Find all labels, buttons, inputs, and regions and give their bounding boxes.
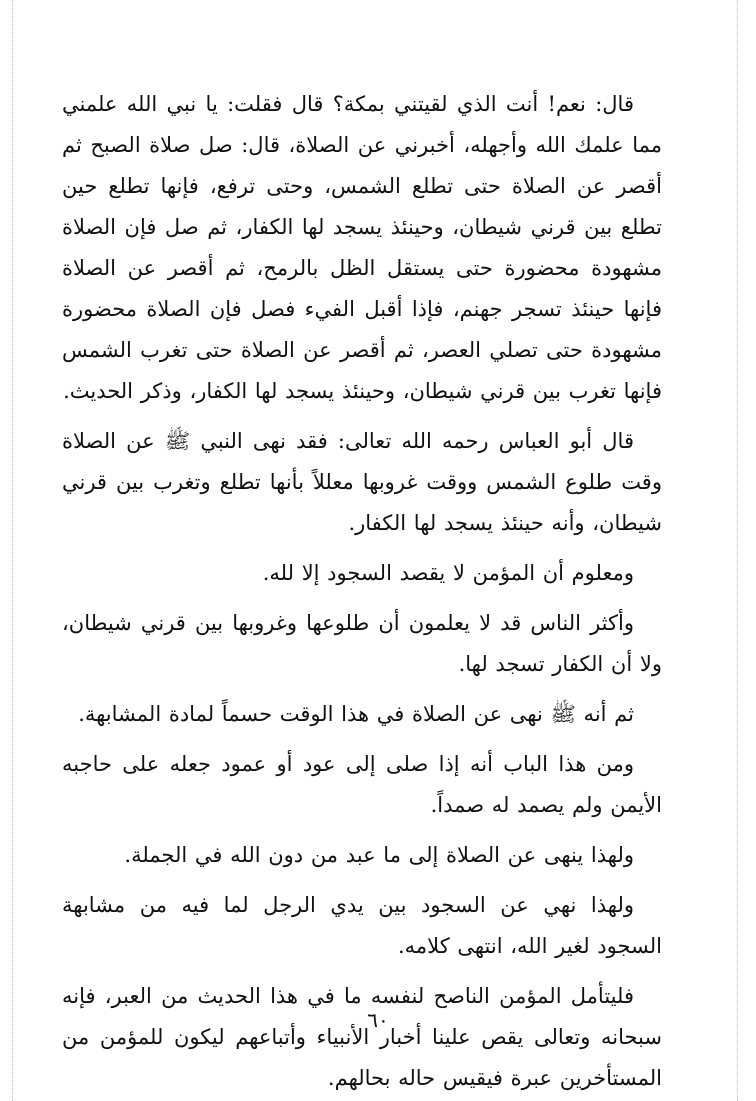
paragraph-reflection: فليتأمل المؤمن الناصح لنفسه ما في هذا الحديث من العبر، فإنه سبحانه وتعالى يقص علينا أخبار الأنبياء وأتباعهم ليكون للمؤمن من المستأخرين عبرة فيقيس حاله بحالهم. <box>62 984 662 1090</box>
right-page-edge <box>737 0 738 1101</box>
left-page-edge <box>12 0 13 1101</box>
paragraph-most-people: وأكثر الناس قد لا يعلمون أن طلوعها وغروبها بين قرني شيطان، ولا أن الكفار تسجد لها. <box>62 611 662 676</box>
paragraph-abu-al-abbas: قال أبو العباس رحمه الله تعالى: فقد نهى النبي ﷺ عن الصلاة وقت طلوع الشمس ووقت غروبها معللاً بأنها تطلع وتغرب بين قرني شيطان، وأنه حينئذ يسجد لها الكفار. <box>62 429 662 535</box>
paragraph-hadith: قال: نعم! أنت الذي لقيتني بمكة؟ قال فقلت: يا نبي الله علمني مما علمك الله وأجهله، أخبرني عن الصلاة، قال: صل صلاة الصبح ثم أقصر عن الصلاة حتى تطلع الشمس، وحتى ترفع، فإنها تطلع حين تطلع بين قرني شيطان، وحينئذ يسجد لها الكفار، ثم صل فإن الصلاة مشهودة محضورة حتى يستقل الظل بالرمح، ثم أقصر عن الصلاة فإنها حينئذ تسجر جهنم، فإذا أقبل الفيء فصل فإن الصلاة محضورة مشهودة حتى تصلي العصر، ثم أقصر عن الصلاة حتى تغرب الشمس فإنها تغرب بين قرني شيطان، وحينئذ يسجد لها الكفار، وذكر الحديث. <box>62 92 662 403</box>
paragraph-worshipped-other: ولهذا ينهى عن الصلاة إلى ما عبد من دون الله في الجملة. <box>124 843 634 867</box>
page-number: ٦٠ <box>367 1008 389 1032</box>
paragraph-sujood-lillah: ومعلوم أن المؤمن لا يقصد السجود إلا لله. <box>262 561 634 585</box>
paragraph-prohibition: ثم أنه ﷺ نهى عن الصلاة في هذا الوقت حسماً لمادة المشابهة. <box>78 702 634 726</box>
body-text <box>62 84 662 1099</box>
paragraph-prostration-man: ولهذا نهي عن السجود بين يدي الرجل لما فيه من مشابهة السجود لغير الله، انتهى كلامه. <box>62 893 662 958</box>
paragraph-pillar: ومن هذا الباب أنه إذا صلى إلى عود أو عمود جعله على حاجبه الأيمن ولم يصمد له صمداً. <box>62 752 662 817</box>
